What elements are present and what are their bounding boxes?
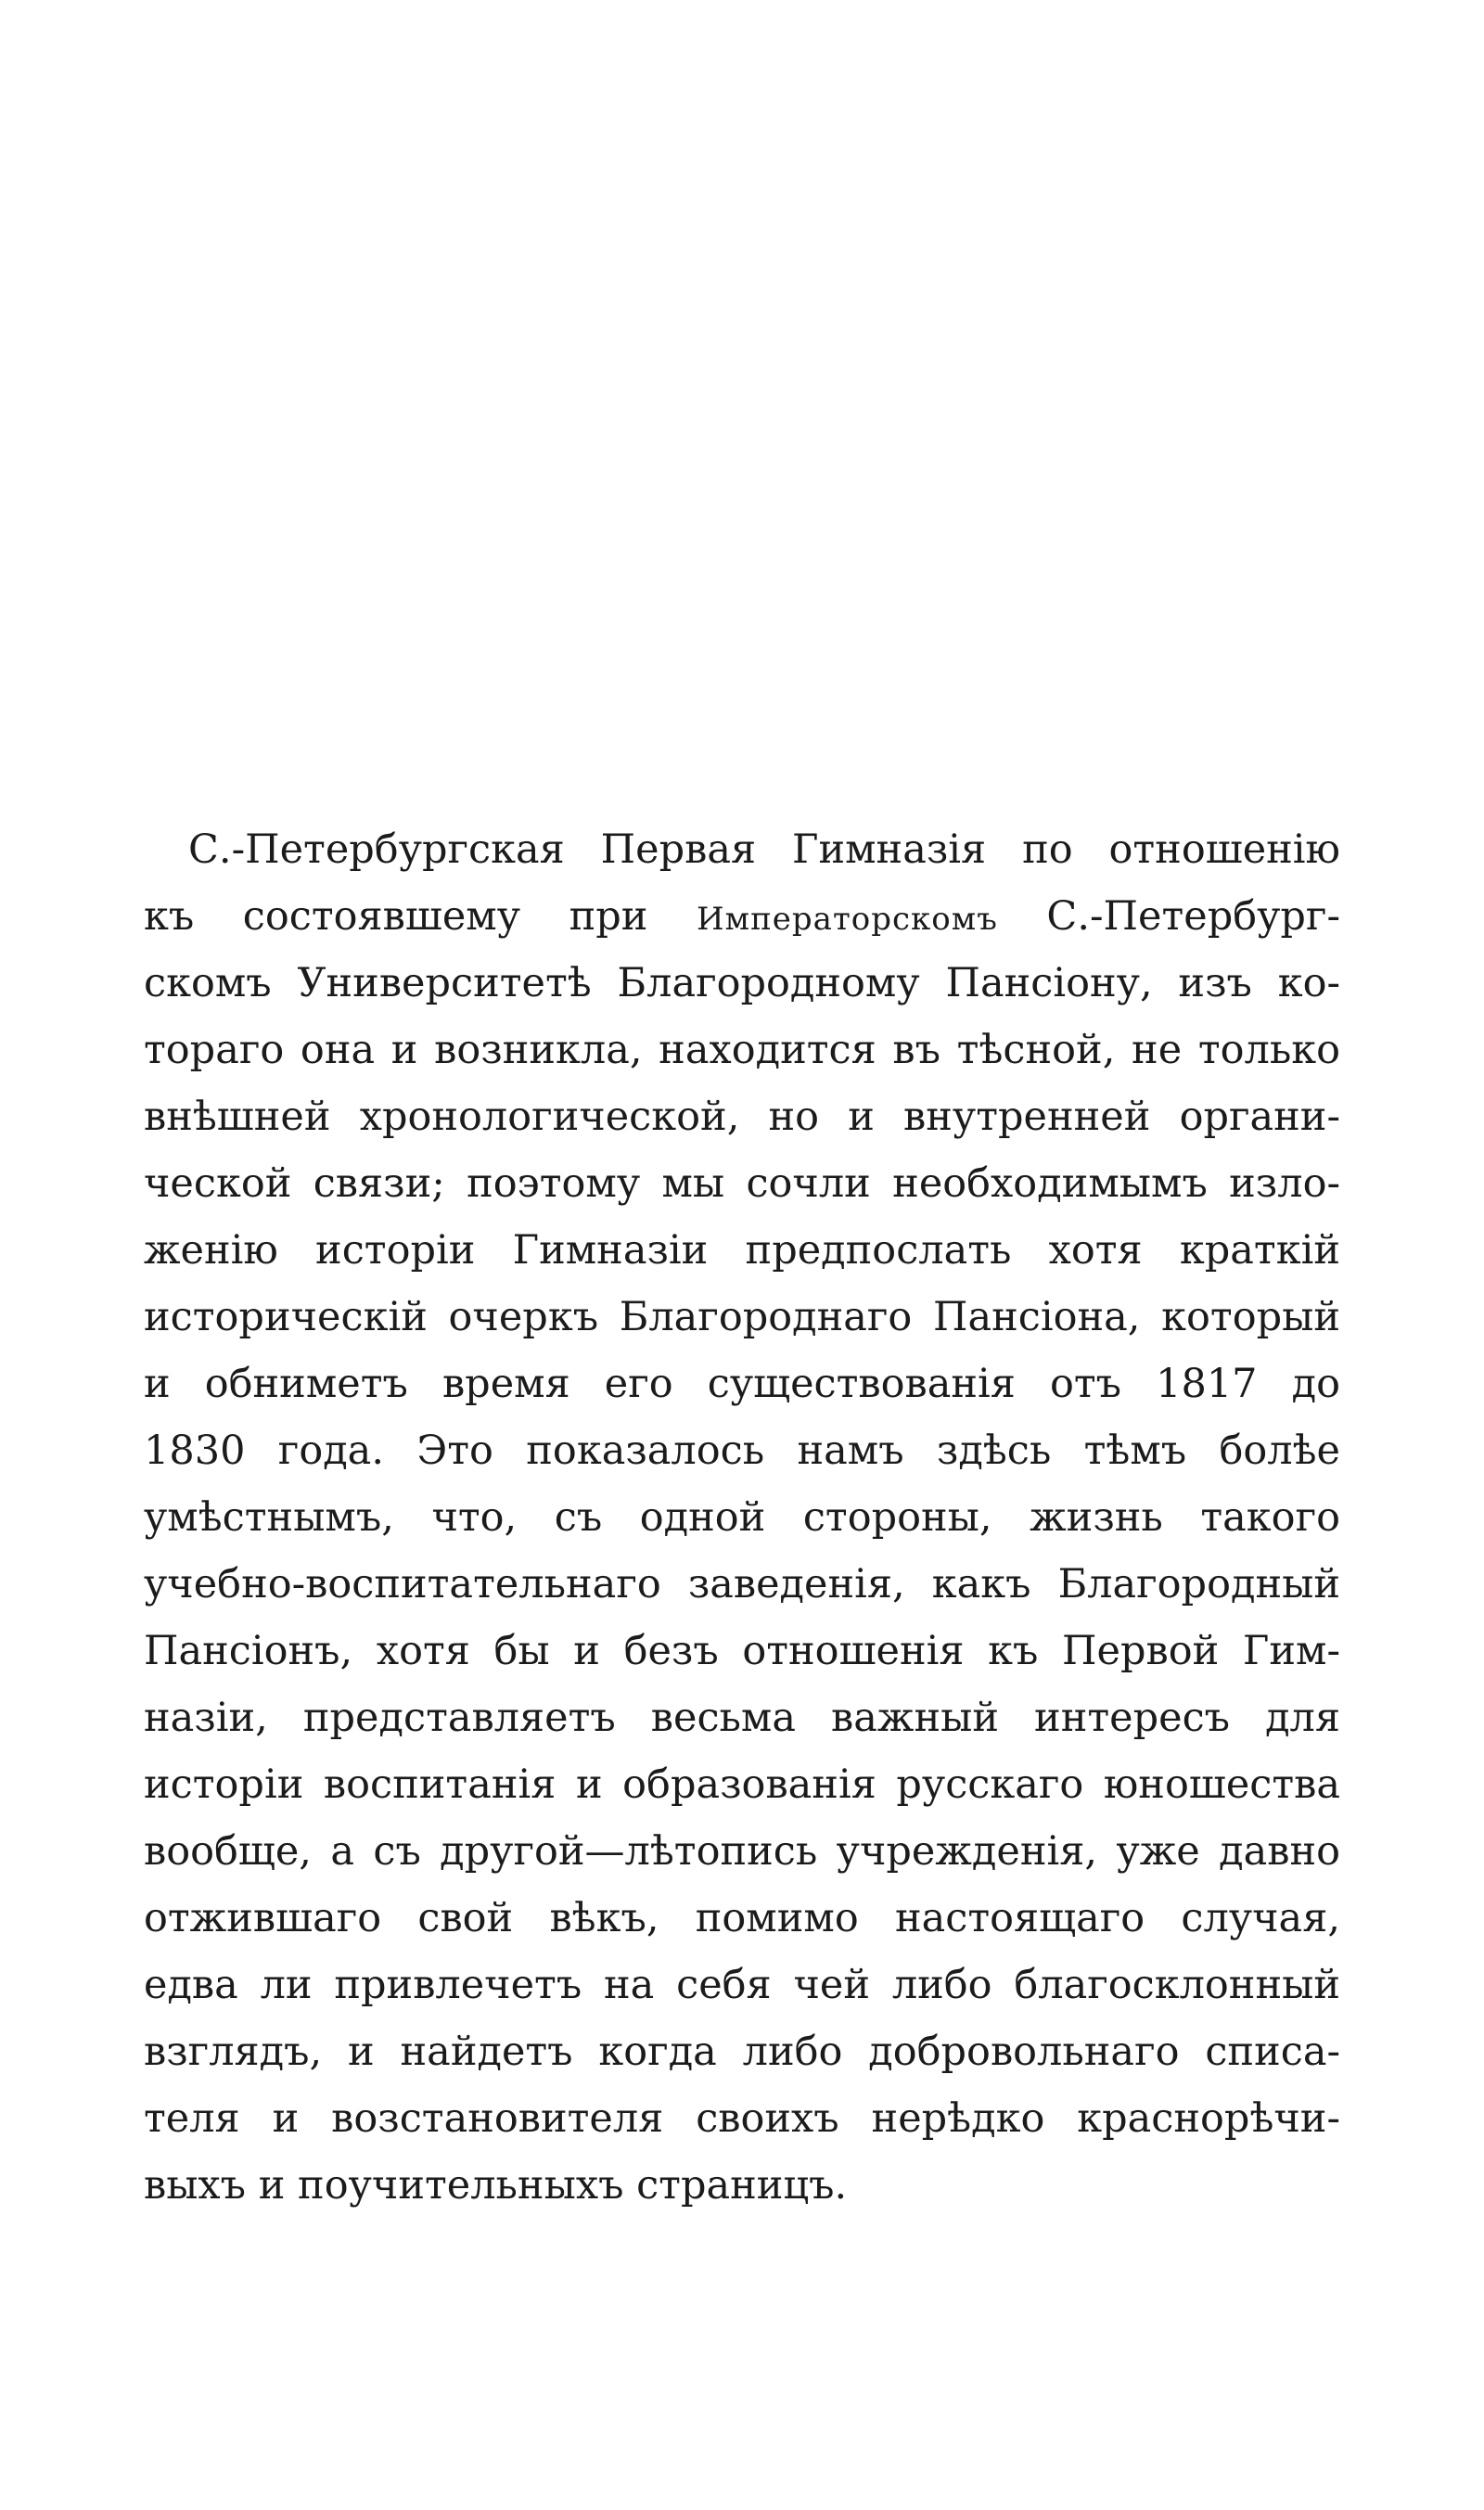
text-line <box>144 883 1340 950</box>
text-fragment: къ состоявшему при <box>144 893 697 940</box>
text-line: взглядъ, и найдетъ когда либо добровольнаго списа- <box>144 2029 1340 2075</box>
text-line: умѣстнымъ, что, съ одной стороны, жизнь такого <box>144 1494 1340 1541</box>
text-line: Пансіонъ, хотя бы и безъ отношенія къ Первой Гим- <box>144 1628 1340 1674</box>
text-fragment: С.-Петербург- <box>997 893 1340 940</box>
text-line: исторіи воспитанія и образованія русскаго юношества <box>144 1761 1340 1808</box>
preface-paragraph <box>144 816 1340 2219</box>
text-line: назіи, представляетъ весьма важный интересъ для <box>144 1695 1340 1741</box>
text-line: теля и возстановителя своихъ нерѣдко краснорѣчи- <box>144 2095 1340 2142</box>
text-line: 1830 года. Это показалось намъ здѣсь тѣмъ болѣе <box>144 1428 1340 1474</box>
text-line: тораго она и возникла, находится въ тѣсной, не только <box>144 1027 1340 1073</box>
small-caps-word: Императорскомъ <box>697 901 998 938</box>
text-line: вообще, а съ другой—лѣтопись учрежденія, уже давно <box>144 1828 1340 1875</box>
text-line: отжившаго свой вѣкъ, помимо настоящаго случая, <box>144 1895 1340 1941</box>
text-line: женію исторіи Гимназіи предпослать хотя краткій <box>144 1227 1340 1274</box>
text-line-last: выхъ и поучительныхъ страницъ. <box>144 2162 848 2209</box>
text-line: учебно-воспитательнаго заведенія, какъ Благородный <box>144 1561 1340 1607</box>
text-line: скомъ Университетѣ Благородному Пансіону, изъ ко- <box>144 960 1340 1006</box>
text-line: внѣшней хронологической, но и внутренней органи- <box>144 1094 1340 1140</box>
text-line: и обниметъ время его существованія отъ 1817 до <box>144 1361 1340 1407</box>
text-line: С.-Петербургская Первая Гимназія по отношенію <box>188 826 1340 873</box>
text-line: ческой связи; поэтому мы сочли необходимымъ изло- <box>144 1160 1340 1207</box>
text-line: едва ли привлечетъ на себя чей либо благосклонный <box>144 1962 1340 2008</box>
text-line: историческій очеркъ Благороднаго Пансіона, который <box>144 1294 1340 1340</box>
